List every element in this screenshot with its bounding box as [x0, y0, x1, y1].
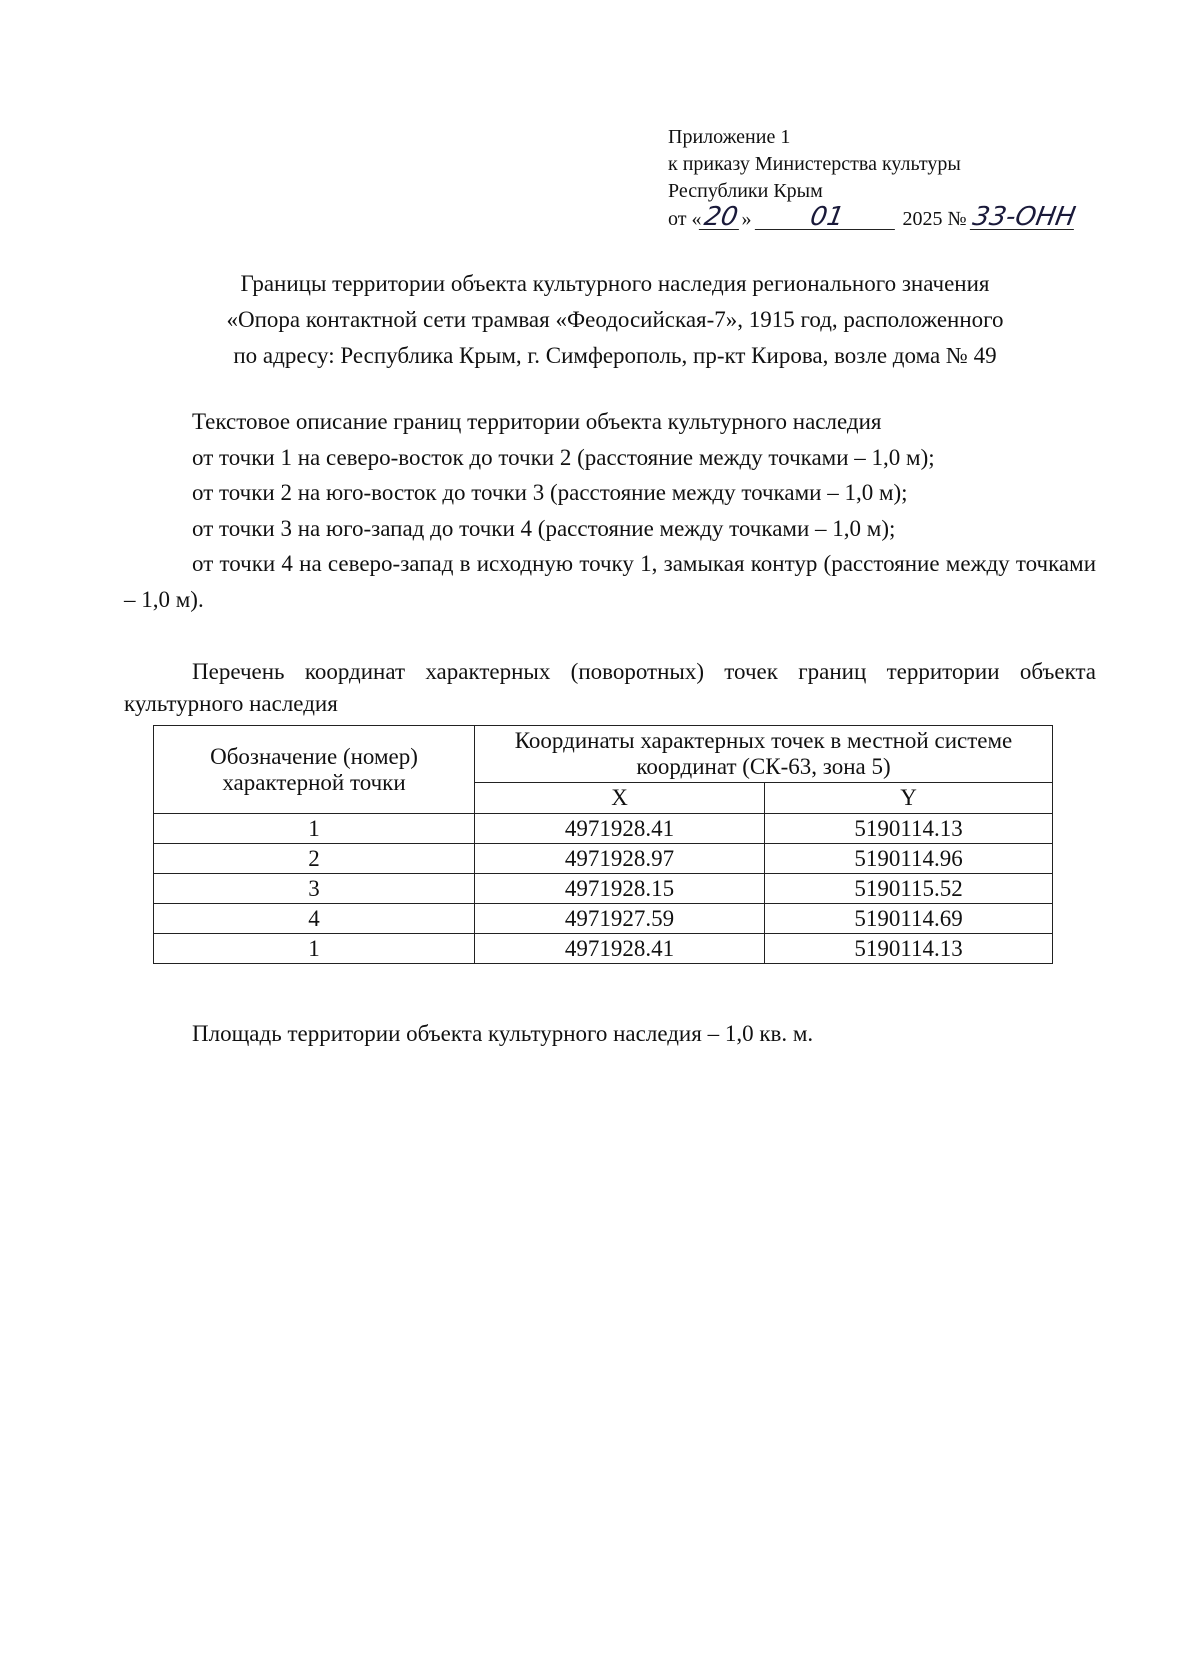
cell-point: 2	[154, 844, 475, 874]
table-row	[154, 904, 1053, 934]
order-date-line	[668, 202, 1108, 235]
cell-y: 5190114.69	[765, 904, 1053, 934]
territory-area: Площадь территории объекта культурного наследия – 1,0 кв. м.	[192, 1021, 814, 1046]
document-title	[120, 266, 1110, 374]
description-item-1: от точки 1 на северо-восток до точки 2 (расстояние между точками – 1,0 м);	[192, 444, 935, 470]
table-row	[154, 814, 1053, 844]
cell-x: 4971928.41	[475, 814, 765, 844]
boundary-description	[124, 404, 1096, 617]
table-row	[154, 934, 1053, 964]
cell-point: 1	[154, 934, 475, 964]
table-row	[154, 844, 1053, 874]
header-point: Обозначение (номер) характерной точки	[154, 726, 475, 814]
cell-y: 5190114.13	[765, 934, 1053, 964]
description-item-3: от точки 3 на юго-запад до точки 4 (расстояние между точками – 1,0 м);	[192, 515, 896, 541]
description-heading: Текстовое описание границ территории объекта культурного наследия	[192, 409, 882, 434]
coordinates-title: Перечень координат характерных (поворотных) точек границ территории объекта культурного наследия	[124, 659, 1096, 716]
cell-x: 4971927.59	[475, 904, 765, 934]
description-item-4: от точки 4 на северо-запад в исходную точку 1, замыкая контур (расстояние между точками – 1,0 м).	[124, 551, 1096, 612]
order-year: 2025 №	[902, 208, 967, 230]
title-line-2: «Опора контактной сети трамвая «Феодосийская-7», 1915 год, расположенного	[226, 307, 1004, 332]
cell-point: 3	[154, 874, 475, 904]
cell-point: 4	[154, 904, 475, 934]
order-day: 20	[699, 205, 743, 230]
cell-x: 4971928.97	[475, 844, 765, 874]
appendix-label: Приложение 1	[668, 126, 791, 148]
cell-x: 4971928.41	[475, 934, 765, 964]
appendix-republic: Республики Крым	[668, 180, 823, 202]
description-item-2: от точки 2 на юго-восток до точки 3 (расстояние между точками – 1,0 м);	[192, 480, 908, 505]
title-line-3: по адресу: Республика Крым, г. Симферополь, пр-кт Кирова, возле дома № 49	[233, 343, 997, 368]
cell-x: 4971928.15	[475, 874, 765, 904]
table-row	[154, 874, 1053, 904]
appendix-block	[668, 124, 1108, 235]
cell-point: 1	[154, 814, 475, 844]
cell-y: 5190114.96	[765, 844, 1053, 874]
cell-y: 5190115.52	[765, 874, 1053, 904]
coordinates-table	[153, 725, 1053, 964]
date-prefix: от «	[668, 208, 702, 230]
order-month: 01	[755, 205, 899, 230]
header-y: Y	[765, 783, 1053, 814]
title-line-1: Границы территории объекта культурного наследия регионального значения	[240, 271, 990, 296]
header-coordinates: Координаты характерных точек в местной системе координат (СК-63, зона 5)	[475, 726, 1053, 783]
header-x: X	[475, 783, 765, 814]
date-mid: »	[741, 208, 752, 230]
cell-y: 5190114.13	[765, 814, 1053, 844]
appendix-order-ref: к приказу Министерства культуры	[668, 153, 961, 175]
order-number: 33-ОНН	[969, 202, 1078, 232]
